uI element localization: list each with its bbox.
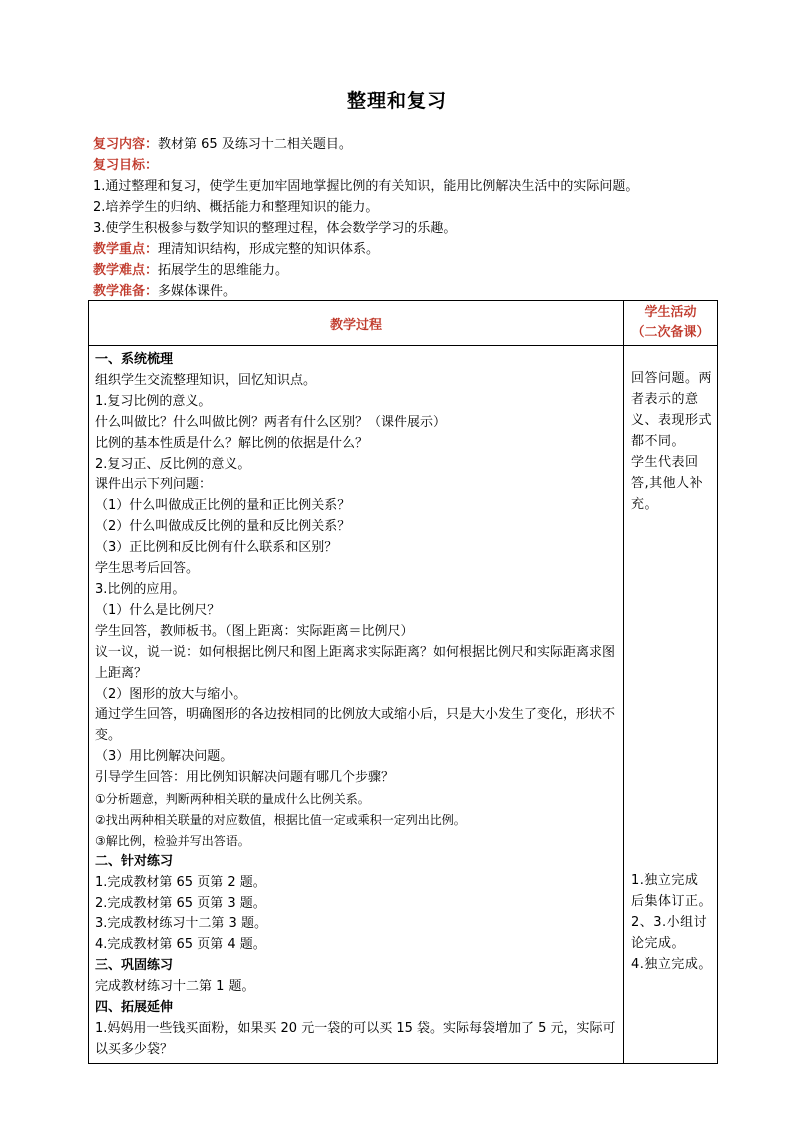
process-line: （1）什么是比例尺？ <box>95 602 221 618</box>
lesson-table <box>88 300 718 1064</box>
process-cell <box>89 346 624 1064</box>
process-line: ①分析题意，判断两种相关联的量成什么比例关系。 <box>95 792 370 807</box>
process-line: （2）什么叫做成反比例的量和反比例关系？ <box>95 519 351 535</box>
meta-text: 1.通过整理和复习，使学生更加牢固地掌握比例的有关知识，能用比例解决生活中的实际问题。 <box>93 179 639 194</box>
meta-text: 多媒体课件。 <box>158 284 237 299</box>
header-activity-line1: 学生活动 <box>644 305 697 320</box>
activity-block <box>631 368 712 515</box>
process-line: 学生思考后回答。 <box>95 561 200 577</box>
process-line: 2.复习正、反比例的意义。 <box>95 456 251 472</box>
section-heading: 二、针对练习 <box>95 853 174 869</box>
meta-line <box>93 218 713 239</box>
process-line: 学生回答，教师板书。（图上距离：实际距离＝比例尺） <box>95 623 414 639</box>
process-line: 3.完成教材练习十二第 3 题。 <box>95 916 267 932</box>
header-activity-line2: （二次备课） <box>631 325 710 340</box>
activity-line: 1.独立完成 <box>631 873 699 888</box>
section-heading: 一、系统梳理 <box>95 352 174 367</box>
process-line: 1.妈妈用一些钱买面粉，如果买 20 元一袋的可以买 15 袋。实际每袋增加了 5 元，实际可以买多少袋？ <box>95 1021 616 1057</box>
process-line: 4.完成教材第 65 页第 4 题。 <box>95 937 266 953</box>
header-activity <box>624 301 718 346</box>
activity-block <box>631 870 712 975</box>
activity-line: 充。 <box>631 497 659 512</box>
meta-line <box>93 260 713 281</box>
process-line: 什么叫做比？什么叫做比例？两者有什么区别？（课件展示） <box>95 414 447 430</box>
section-heading: 三、巩固练习 <box>95 958 174 974</box>
process-line: （1）什么叫做成正比例的量和正比例关系？ <box>95 498 351 514</box>
meta-text: 3.使学生积极参与数学知识的整理过程，体会数学学习的乐趣。 <box>93 221 457 236</box>
process-line: ③解比例，检验并写出答语。 <box>95 833 250 848</box>
section-heading: 四、拓展延伸 <box>95 1000 174 1016</box>
activity-line: 都不同。 <box>631 434 686 449</box>
meta-line <box>93 281 713 302</box>
activity-line: 后集体订正。 <box>631 894 713 909</box>
process-line: 完成教材练习十二第 1 题。 <box>95 979 255 995</box>
activity-line: 义、表现形式 <box>631 413 713 428</box>
meta-line <box>93 176 713 197</box>
process-line: 2.完成教材第 65 页第 3 题。 <box>95 895 266 911</box>
meta-label: 复习目标： <box>93 158 159 173</box>
process-line: （3）用比例解决问题。 <box>95 749 234 765</box>
process-line: ②找出两种相关联量的对应数值，根据比值一定或乘积一定列出比例。 <box>95 812 466 827</box>
process-line: 比例的基本性质是什么？解比例的依据是什么？ <box>95 435 369 451</box>
activity-line: 者表示的意 <box>631 392 699 407</box>
meta-text: 教材第 65 及练习十二相关题目。 <box>158 137 352 152</box>
meta-line <box>93 239 713 260</box>
meta-text: 理清知识结构，形成完整的知识体系。 <box>158 242 380 257</box>
meta-label: 教学难点： <box>93 263 159 278</box>
meta-label: 教学准备： <box>93 284 159 299</box>
process-line: 通过学生回答，明确图形的各边按相同的比例放大或缩小后，只是大小发生了变化，形状不变。 <box>95 707 616 744</box>
meta-line <box>93 134 713 155</box>
meta-text: 2.培养学生的归纳、概括能力和整理知识的能力。 <box>93 200 379 215</box>
process-line: （2）图形的放大与缩小。 <box>95 686 247 702</box>
process-line: 1.复习比例的意义。 <box>95 393 212 409</box>
process-line: 1.完成教材第 65 页第 2 题。 <box>95 874 266 890</box>
meta-text: 拓展学生的思维能力。 <box>158 263 289 278</box>
process-line: 议一议，说一说：如何根据比例尺和图上距离求实际距离？如何根据比例尺和实际距离求图上距离？ <box>95 644 616 681</box>
process-line: 课件出示下列问题： <box>95 477 213 493</box>
process-line: 组织学生交流整理知识，回忆知识点。 <box>95 372 317 388</box>
activity-cell <box>624 346 718 1064</box>
meta-line <box>93 197 713 218</box>
header-process: 教学过程 <box>89 301 624 346</box>
meta-label: 教学重点： <box>93 242 159 257</box>
activity-line: 回答问题。两 <box>631 371 713 386</box>
activity-line: 4.独立完成。 <box>631 957 712 972</box>
activity-line: 学生代表回 <box>631 455 699 470</box>
activity-line: 答,其他人补 <box>631 476 704 491</box>
activity-line: 论完成。 <box>631 936 686 951</box>
process-line: （3）正比例和反比例有什么联系和区别？ <box>95 540 338 556</box>
lesson-meta <box>93 134 713 302</box>
activity-line: 2、3.小组讨 <box>631 915 708 930</box>
process-line: 引导学生回答：用比例知识解决问题有哪几个步骤？ <box>95 770 395 786</box>
meta-line <box>93 155 713 176</box>
page-title: 整理和复习 <box>346 90 447 112</box>
meta-label: 复习内容： <box>93 137 159 152</box>
process-line: 3.比例的应用。 <box>95 581 186 597</box>
